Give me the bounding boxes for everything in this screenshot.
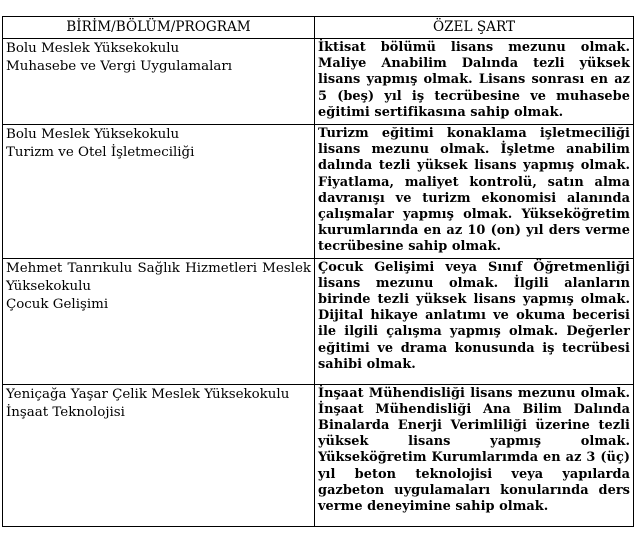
table-row <box>3 384 634 526</box>
special-condition-cell: Turizm eğitimi konaklama işletmeciliği lisans mezunu olmak. İşletme anabilim dalında tezli yüksek lisans yapmış olmak. Fiyatlama, maliyet kontrolü, satın alma davranışı ve turizm ekonomisi alanında çalışmalar yapmış olmak. Yükseköğretim kurumlarında en az 10 (on) yıl ders verme tecrübesine sahip olmak. <box>315 125 634 259</box>
unit-name: Mehmet Tanrıkulu Sağlık Hizmetleri Meslek Yüksekokulu <box>6 260 311 294</box>
table-row <box>3 125 634 259</box>
requirements-table <box>2 16 634 527</box>
unit-program-cell <box>3 258 315 384</box>
header-special-condition: ÖZEL ŞART <box>315 17 634 39</box>
program-name: Muhasebe ve Vergi Uygulamaları <box>6 59 233 74</box>
unit-program-cell <box>3 39 315 125</box>
special-condition-cell: İnşaat Mühendisliği lisans mezunu olmak. İnşaat Mühendisliği Ana Bilim Dalında Binalarda Enerji Verimliliği üzerine tezli yüksek lisans yapmış olmak. Yükseköğretim Kurumlarımda en az 3 (üç) yıl beton teknolojisi veya yapılarda gazbeton uygulamaları konularında ders verme deneyimine sahip olmak. <box>315 384 634 526</box>
table-row <box>3 39 634 125</box>
unit-name: Bolu Meslek Yüksekokulu <box>6 127 180 142</box>
unit-program-cell <box>3 125 315 259</box>
unit-name: Bolu Meslek Yüksekokulu <box>6 41 180 56</box>
header-unit-program: BİRİM/BÖLÜM/PROGRAM <box>3 17 315 39</box>
unit-program-cell <box>3 384 315 526</box>
program-name: Turizm ve Otel İşletmeciliği <box>6 145 195 160</box>
unit-name: Yeniçağa Yaşar Çelik Meslek Yüksekokulu <box>6 386 290 402</box>
program-name: Çocuk Gelişimi <box>6 296 109 312</box>
table-row <box>3 258 634 384</box>
program-name: İnşaat Teknolojisi <box>6 404 125 420</box>
special-condition-cell: İktisat bölümü lisans mezunu olmak. Maliye Anabilim Dalında tezli yüksek lisans yapmış olmak. Lisans sonrası en az 5 (beş) yıl iş tecrübesine ve muhasebe eğitimi sertifikasına sahip olmak. <box>315 39 634 125</box>
special-condition-cell: Çocuk Gelişimi veya Sınıf Öğretmenliği lisans mezunu olmak. İlgili alanların birinde tezli yüksek lisans yapmış olmak. Dijital hikaye anlatımı ve okuma becerisi ile ilgili çalışma yapmış olmak. Değerler eğitimi ve drama konusunda iş tecrübesi sahibi olmak. <box>315 258 634 384</box>
table-header-row <box>3 17 634 39</box>
